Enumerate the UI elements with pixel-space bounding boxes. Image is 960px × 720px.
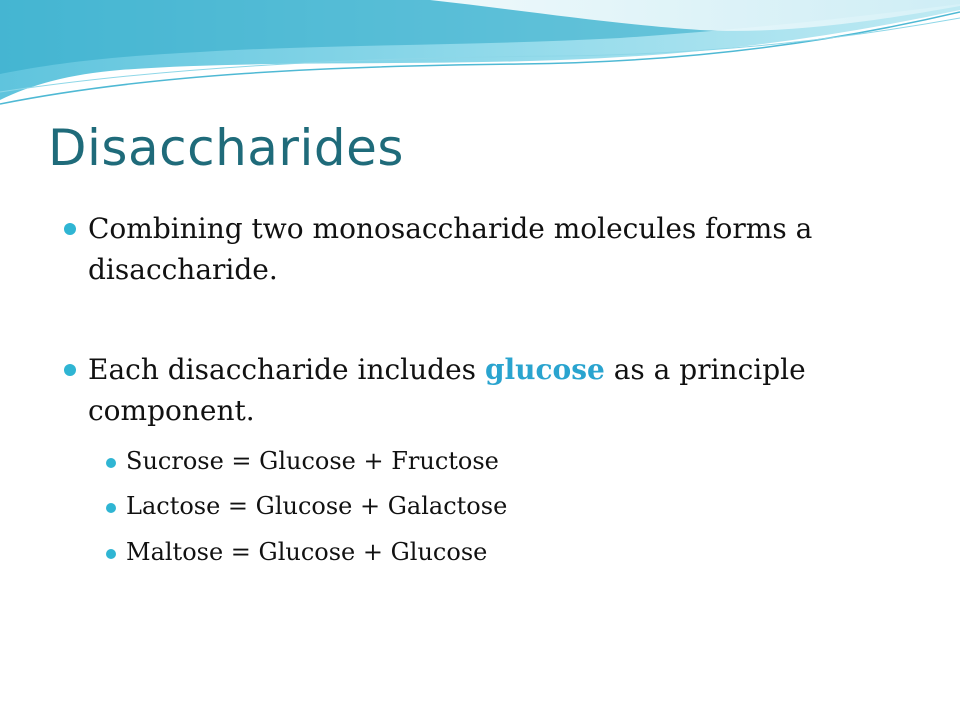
sub-bullet-dot-icon [106,503,116,513]
bullet-text-before: Each disaccharide includes [88,353,485,386]
sub-bullet-item [126,491,906,521]
highlighted-term: glucose [484,353,605,386]
sub-bullet-item [126,446,906,476]
sub-bullet-dot-icon [106,458,116,468]
sub-bullet-item [126,537,906,567]
bullet-text: Combining two monosaccharide molecules forms a disaccharide. [88,212,813,286]
bullet-dot-icon [64,364,76,376]
bullet-text-after: as a principle component. [88,353,806,427]
slide-title: Disaccharides [48,119,404,177]
bullet-item [88,208,908,290]
sub-bullet-text: Maltose = Glucose + Glucose [126,538,488,566]
sub-bullet-text: Sucrose = Glucose + Fructose [126,447,499,475]
bullet-dot-icon [64,223,76,235]
sub-bullet-dot-icon [106,549,116,559]
sub-bullet-text: Lactose = Glucose + Galactose [126,492,508,520]
header-wave-decoration [0,0,960,120]
bullet-item [88,349,908,431]
